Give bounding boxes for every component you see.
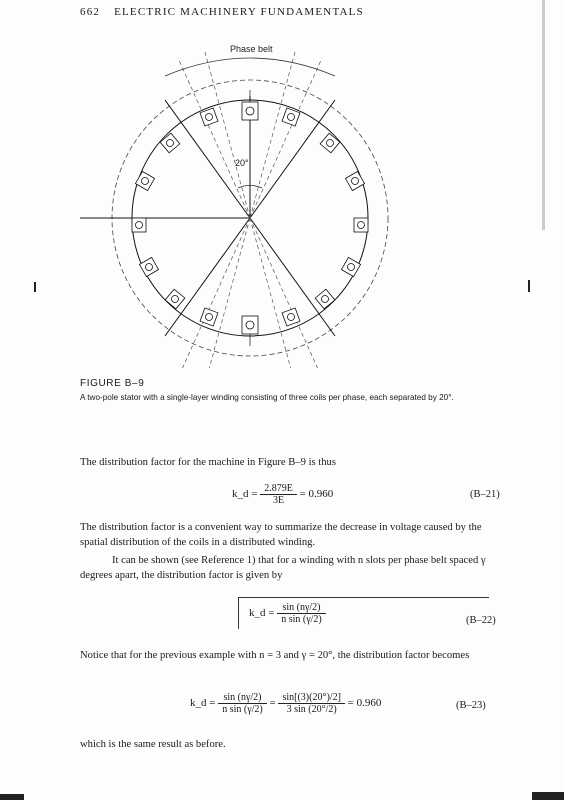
running-header xyxy=(80,6,364,18)
figure-id: FIGURE B–9 xyxy=(80,378,145,389)
eq2-numerator: sin (nγ/2) xyxy=(277,602,326,614)
page-number: 662 xyxy=(80,6,101,18)
eq3-number: (B–23) xyxy=(456,700,486,711)
stator-winding-figure xyxy=(70,38,500,368)
paragraph-3: It can be shown (see Reference 1) that for a winding with n slots per phase belt spaced γ degrees apart, the distribution factor is given by xyxy=(80,555,486,581)
eq2-fraction xyxy=(277,602,326,625)
eq2-lhs: k_d = xyxy=(249,607,275,620)
scan-edge xyxy=(542,0,545,230)
eq1-denominator: 3E xyxy=(272,495,285,506)
figure-caption: A two-pole stator with a single-layer winding consisting of three coils per phase, each separated by 20°. xyxy=(80,393,454,402)
paragraph-5: which is the same result as before. xyxy=(80,739,226,750)
eq3-equals: = xyxy=(269,697,276,710)
scan-corner xyxy=(0,794,24,800)
equation-b23 xyxy=(190,692,381,715)
eq1-rhs: = 0.960 xyxy=(299,488,334,501)
eq1-fraction xyxy=(260,483,297,506)
eq1-number: (B–21) xyxy=(470,489,500,500)
paragraph-1: The distribution factor for the machine in Figure B–9 is thus xyxy=(80,457,336,468)
phase-belt-label: Phase belt xyxy=(230,44,273,54)
scan-mark xyxy=(34,282,36,292)
eq3-numerator-1: sin (nγ/2) xyxy=(218,692,267,704)
eq3-denominator-1: n sin (γ/2) xyxy=(222,704,263,715)
scan-corner xyxy=(532,792,564,800)
eq3-numerator-2: sin[(3)(20°)/2] xyxy=(278,692,344,704)
equation-b21 xyxy=(232,483,333,506)
eq1-lhs: k_d = xyxy=(232,488,258,501)
angle-label: 20° xyxy=(235,158,249,168)
paragraph-2: The distribution factor is a convenient way to summarize the decrease in voltage caused by the spatial distribution of the coils in a distributed winding. xyxy=(80,522,482,548)
eq3-denominator-2: 3 sin (20°/2) xyxy=(286,704,337,715)
eq2-denominator: n sin (γ/2) xyxy=(281,614,322,625)
eq2-number: (B–22) xyxy=(466,615,496,626)
eq3-lhs: k_d = xyxy=(190,697,216,710)
eq3-fraction-1 xyxy=(218,692,267,715)
eq3-rhs: = 0.960 xyxy=(347,697,382,710)
paragraph-4: Notice that for the previous example with n = 3 and γ = 20°, the distribution factor becomes xyxy=(80,650,470,661)
eq1-numerator: 2.879E xyxy=(260,483,297,495)
scan-mark xyxy=(528,280,530,292)
equation-b22 xyxy=(238,597,489,629)
phase-belt-arc xyxy=(165,58,335,76)
eq3-fraction-2 xyxy=(278,692,344,715)
running-title: ELECTRIC MACHINERY FUNDAMENTALS xyxy=(114,6,364,18)
